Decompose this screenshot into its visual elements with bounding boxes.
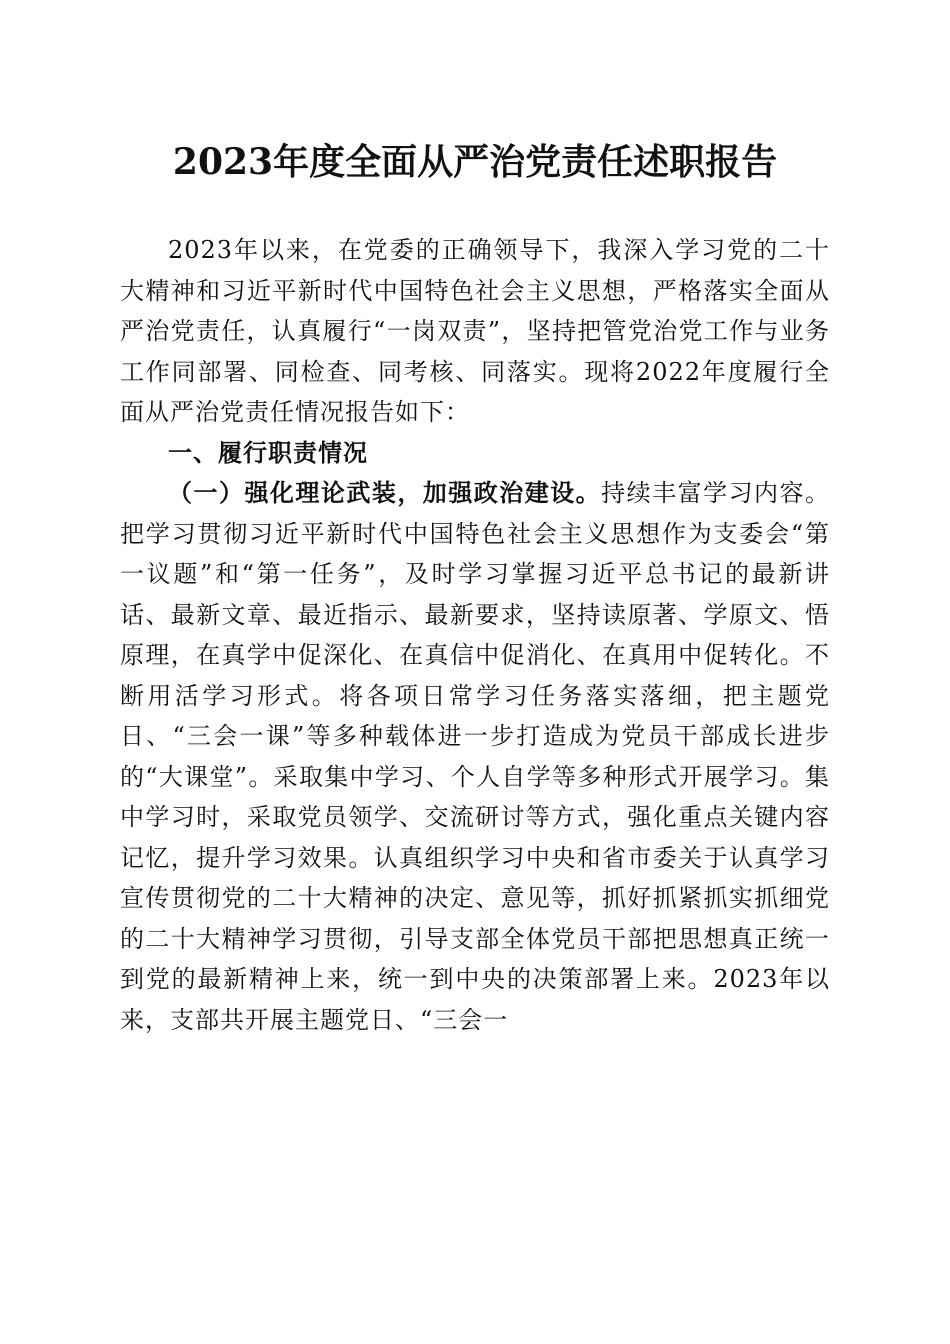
subsection-paragraph — [120, 473, 830, 1040]
subsection-lead: （一）强化理论武装，加强政治建设。 — [168, 478, 602, 507]
subsection-body: 持续丰富学习内容。把学习贯彻习近平新时代中国特色社会主义思想作为支委会“第一议题”和“第一任务”，及时学习掌握习近平总书记的最新讲话、最新文章、最近指示、最新要求，坚持读原著、学原文、悟原理，在真学中促深化、在真信中促消化、在真用中促转化。不断用活学习形式。将各项日常学习任务落实落细，把主题党日、“三会一课”等多种载体进一步打造成为党员干部成长进步的“大课堂”。采取集中学习、个人自学等多种形式开展学习。集中学习时，采取党员领学、交流研讨等方式，强化重点关键内容记忆，提升学习效果。认真组织学习中央和省市委关于认真学习宣传贯彻党的二十大精神的决定、意见等，抓好抓紧抓实抓细党的二十大精神学习贯彻，引导支部全体党员干部把思想真正统一到党的最新精神上来，统一到中央的决策部署上来。2023年以来，支部共开展主题党日、“三会一 — [120, 479, 831, 1034]
section-heading: 一、履行职责情况 — [168, 438, 368, 467]
document-body — [120, 230, 830, 1040]
document-title: 2023年度全面从严治党责任述职报告 — [172, 141, 778, 183]
intro-paragraph: 2023年以来，在党委的正确领导下，我深入学习党的二十大精神和习近平新时代中国特色社会主义思想，严格落实全面从严治党责任，认真履行“一岗双责”，坚持把管党治党工作与业务工作同部署、同检查、同考核、同落实。现将2022年度履行全面从严治党责任情况报告如下： — [120, 236, 830, 426]
